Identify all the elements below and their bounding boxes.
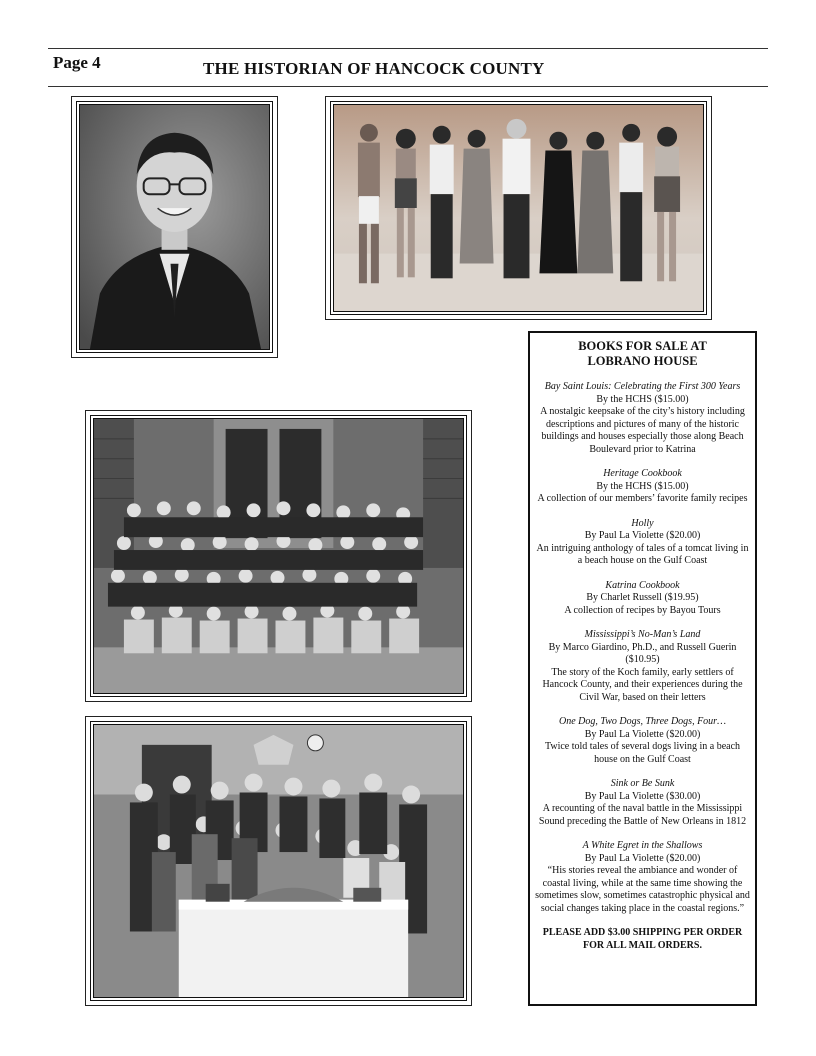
book-listing <box>535 580 750 618</box>
book-description: A recounting of the naval battle in the Mississippi Sound preceding the Battle of New Orleans in 1812 <box>538 803 747 827</box>
book-title: Sink or Be Sunk <box>610 778 675 789</box>
book-description: Twice told tales of several dogs living in a beach house on the Gulf Coast <box>544 741 741 765</box>
book-listing <box>535 468 750 506</box>
book-author-price: By Paul La Violette ($20.00) <box>584 728 701 740</box>
book-description: The story of the Koch family, early settlers of Hancock County, and their experiences during the Civil War, based on their letters <box>542 666 743 703</box>
portrait-photo <box>71 96 278 358</box>
beach-group-image <box>334 105 703 311</box>
book-author-price: By Paul La Violette ($30.00) <box>584 790 701 802</box>
book-listing <box>535 778 750 828</box>
books-for-sale-box <box>528 331 757 1006</box>
book-title: One Dog, Two Dogs, Three Dogs, Four… <box>559 716 726 727</box>
beach-group-photo <box>325 96 712 320</box>
book-title: A White Egret in the Shallows <box>582 840 703 851</box>
book-description: “His stories reveal the ambiance and wonder of coastal living, while at the same time showing the sometimes slow, sometimes catastrophic physical and social changes taking place in the coastal regions.” <box>535 865 750 914</box>
book-author-price: By Marco Giardino, Ph.D., and Russell Guerin ($10.95) <box>548 641 737 665</box>
book-title: Mississippi’s No-Man’s Land <box>584 629 701 640</box>
book-author-price: By Paul La Violette ($20.00) <box>584 530 701 541</box>
class-group-image <box>94 419 463 693</box>
books-heading <box>535 339 750 369</box>
page-number: Page 4 <box>53 53 101 72</box>
newsletter-title: THE HISTORIAN OF HANCOCK COUNTY <box>203 59 545 78</box>
family-gathering-photo <box>85 716 472 1006</box>
books-heading-line2: LOBRANO HOUSE <box>587 354 698 368</box>
header-bottom-rule <box>48 86 768 87</box>
book-author-price: By Charlet Russell ($19.95) <box>586 592 699 603</box>
book-listing <box>535 840 750 915</box>
book-listing <box>535 518 750 568</box>
book-listing <box>535 381 750 456</box>
header-top-rule <box>48 48 768 49</box>
book-title: Heritage Cookbook <box>603 468 682 479</box>
book-title: Katrina Cookbook <box>605 579 680 591</box>
book-title: Bay Saint Louis: Celebrating the First 300 Years <box>544 381 741 392</box>
book-title: Holly <box>631 517 654 529</box>
book-listing <box>535 629 750 704</box>
book-description: A collection of recipes by Bayou Tours <box>564 604 721 616</box>
books-heading-line1: BOOKS FOR SALE AT <box>578 339 707 353</box>
book-author-price: By Paul La Violette ($20.00) <box>584 852 701 864</box>
book-listing <box>535 716 750 766</box>
shipping-note: PLEASE ADD $3.00 SHIPPING PER ORDER FOR ALL MAIL ORDERS. <box>542 927 743 951</box>
class-group-photo <box>85 410 472 702</box>
portrait-image <box>80 105 269 349</box>
family-gathering-image <box>94 725 463 997</box>
book-author-price: By the HCHS ($15.00) <box>596 480 689 492</box>
book-author-price: By the HCHS ($15.00) <box>596 393 689 405</box>
book-description: A nostalgic keepsake of the city’s history including descriptions and pictures of many of the historic buildings and houses especially those along Beach Boulevard prior to Katrina <box>540 406 745 455</box>
book-description: An intriguing anthology of tales of a tomcat living in a beach house on the Gulf Coast <box>536 542 749 566</box>
book-description: A collection of our members’ favorite family recipes <box>537 493 748 504</box>
